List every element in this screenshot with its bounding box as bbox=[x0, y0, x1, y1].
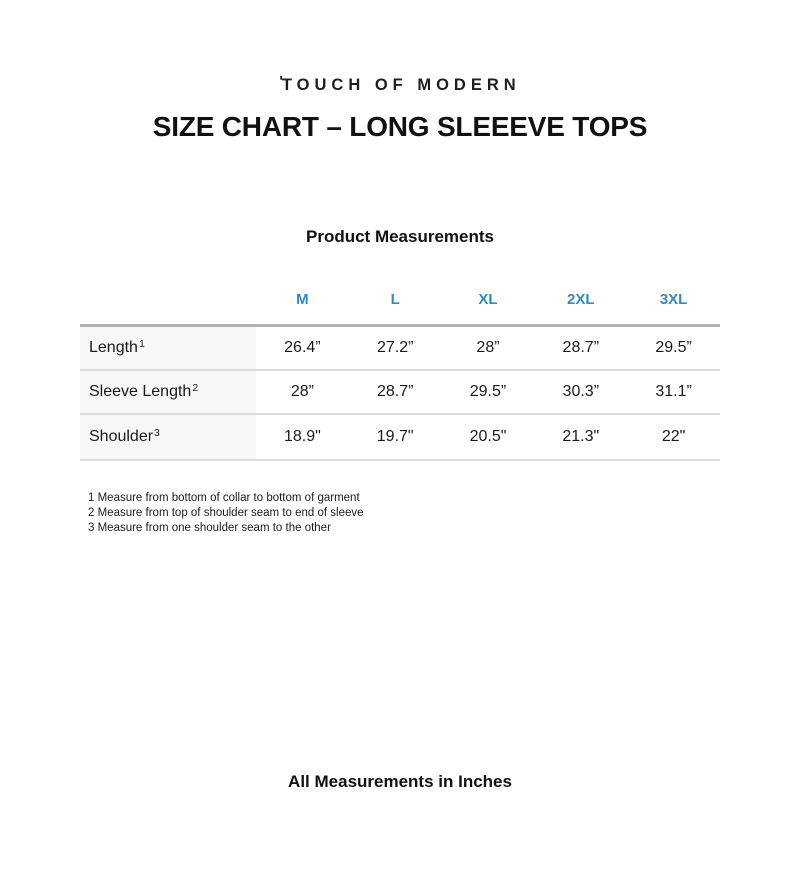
footnote-line-2: 2 Measure from top of shoulder seam to end of sleeve bbox=[88, 507, 364, 519]
size-chart-page bbox=[0, 73, 800, 876]
size-header-xl: XL bbox=[478, 290, 498, 308]
row-label: Sleeve Length $^2$ bbox=[80, 371, 256, 413]
table-caption: Product Measurements bbox=[306, 227, 494, 246]
table-row-length bbox=[80, 327, 720, 371]
value-cell: 21.3" bbox=[562, 428, 600, 445]
measurement-table bbox=[80, 324, 720, 461]
row-label: Shoulder $^3$ bbox=[80, 415, 256, 459]
value-cell: 19.7" bbox=[376, 428, 414, 445]
table-row-shoulder bbox=[80, 415, 720, 459]
value-cell: 26.4” bbox=[284, 339, 321, 356]
size-header-row bbox=[80, 289, 720, 309]
value-cell: 18.9" bbox=[283, 428, 321, 445]
value-cell: 28” bbox=[476, 339, 500, 356]
size-header-2xl: 2XL bbox=[567, 290, 595, 308]
value-cell: 28.7” bbox=[376, 383, 414, 400]
size-header-m: M bbox=[296, 290, 309, 308]
footnotes bbox=[88, 491, 800, 536]
value-cell: 29.5” bbox=[469, 383, 507, 400]
value-cell: 20.5" bbox=[469, 428, 507, 445]
footnote-line-3: 3 Measure from one shoulder seam to the other bbox=[88, 522, 331, 534]
size-header-l: L bbox=[390, 290, 400, 308]
brand-logo bbox=[0, 73, 800, 95]
footnote-line-1: 1 Measure from bottom of collar to bottom of garment bbox=[88, 492, 360, 504]
page-title: SIZE CHART – LONG SLEEEVE TOPS bbox=[152, 111, 648, 142]
value-cell: 29.5” bbox=[655, 339, 692, 356]
logo-tick-mark: ' bbox=[279, 73, 283, 90]
logo-text: TOUCH OF MODERN bbox=[281, 76, 521, 94]
value-cell: 28” bbox=[290, 383, 314, 400]
size-header-3xl: 3XL bbox=[659, 290, 688, 308]
value-cell: 30.3” bbox=[562, 383, 600, 400]
value-cell: 31.1” bbox=[655, 383, 692, 400]
table-row-sleeve-length bbox=[80, 371, 720, 415]
value-cell: 28.7” bbox=[562, 339, 600, 356]
row-label: Length $^1$ bbox=[80, 327, 256, 369]
value-cell: 27.2” bbox=[376, 339, 414, 356]
value-cell: 22" bbox=[661, 428, 686, 445]
footer-note: All Measurements in Inches bbox=[288, 772, 512, 791]
